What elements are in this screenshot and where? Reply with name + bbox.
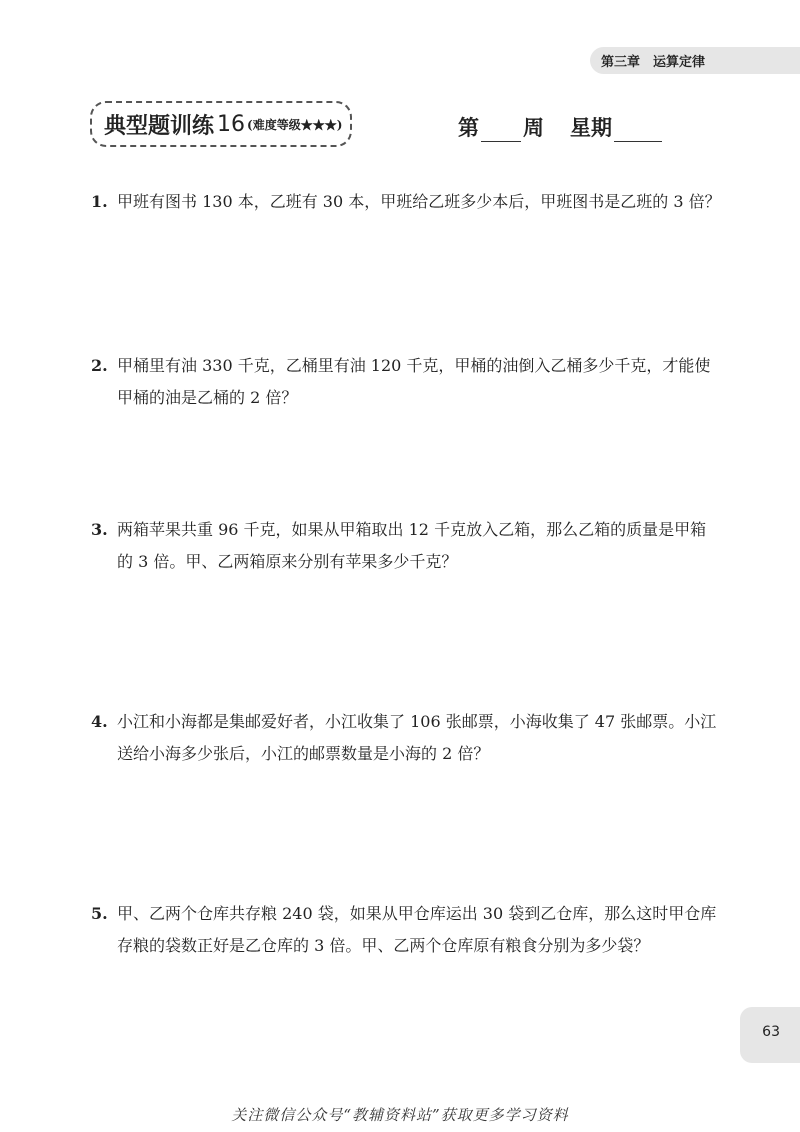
chapter-label: 第三章 运算定律 xyxy=(600,55,705,70)
question-text: 甲、乙两个仓库共存粮 240 袋，如果从甲仓库运出 30 袋到乙仓库，那么这时甲仓库存粮的袋数正好是乙仓库的 3 倍。甲、乙两个仓库原有粮食分别为多少袋？ xyxy=(117,904,717,955)
section-number: 16 xyxy=(217,111,246,137)
question-item xyxy=(91,350,721,414)
question-number: 2. xyxy=(91,356,108,375)
question-number: 4. xyxy=(91,712,108,731)
week-blank[interactable] xyxy=(481,119,521,142)
difficulty-rating: (难度等级★★★) xyxy=(247,117,343,132)
question-text: 小江和小海都是集邮爱好者，小江收集了 106 张邮票，小海收集了 47 张邮票。小江送给小海多少张后，小江的邮票数量是小海的 2 倍？ xyxy=(117,712,717,763)
question-item xyxy=(91,186,721,218)
section-title: 典型题训练 xyxy=(104,113,215,139)
question-number: 3. xyxy=(91,520,108,539)
section-title-box xyxy=(90,101,352,147)
question-text: 两箱苹果共重 96 千克，如果从甲箱取出 12 千克放入乙箱，那么乙箱的质量是甲箱的 3 倍。甲、乙两箱原来分别有苹果多少千克？ xyxy=(117,520,707,571)
question-item xyxy=(91,514,721,578)
question-item xyxy=(91,706,721,770)
question-item xyxy=(91,898,721,962)
week-fill-in xyxy=(458,112,662,142)
question-number: 1. xyxy=(91,192,108,211)
footer-note: 关注微信公众号“教辅资料站”获取更多学习资料 xyxy=(231,1106,569,1124)
week-word: 周 xyxy=(523,115,544,140)
question-number: 5. xyxy=(91,904,108,923)
weekday-blank[interactable] xyxy=(614,119,662,142)
question-text: 甲班有图书 130 本，乙班有 30 本，甲班给乙班多少本后，甲班图书是乙班的 3 倍？ xyxy=(117,192,721,211)
week-prefix: 第 xyxy=(458,115,479,140)
question-text: 甲桶里有油 330 千克，乙桶里有油 120 千克，甲桶的油倒入乙桶多少千克，才能使甲桶的油是乙桶的 2 倍？ xyxy=(117,356,711,407)
weekday-label: 星期 xyxy=(570,115,612,140)
page-number: 63 xyxy=(762,1024,780,1040)
